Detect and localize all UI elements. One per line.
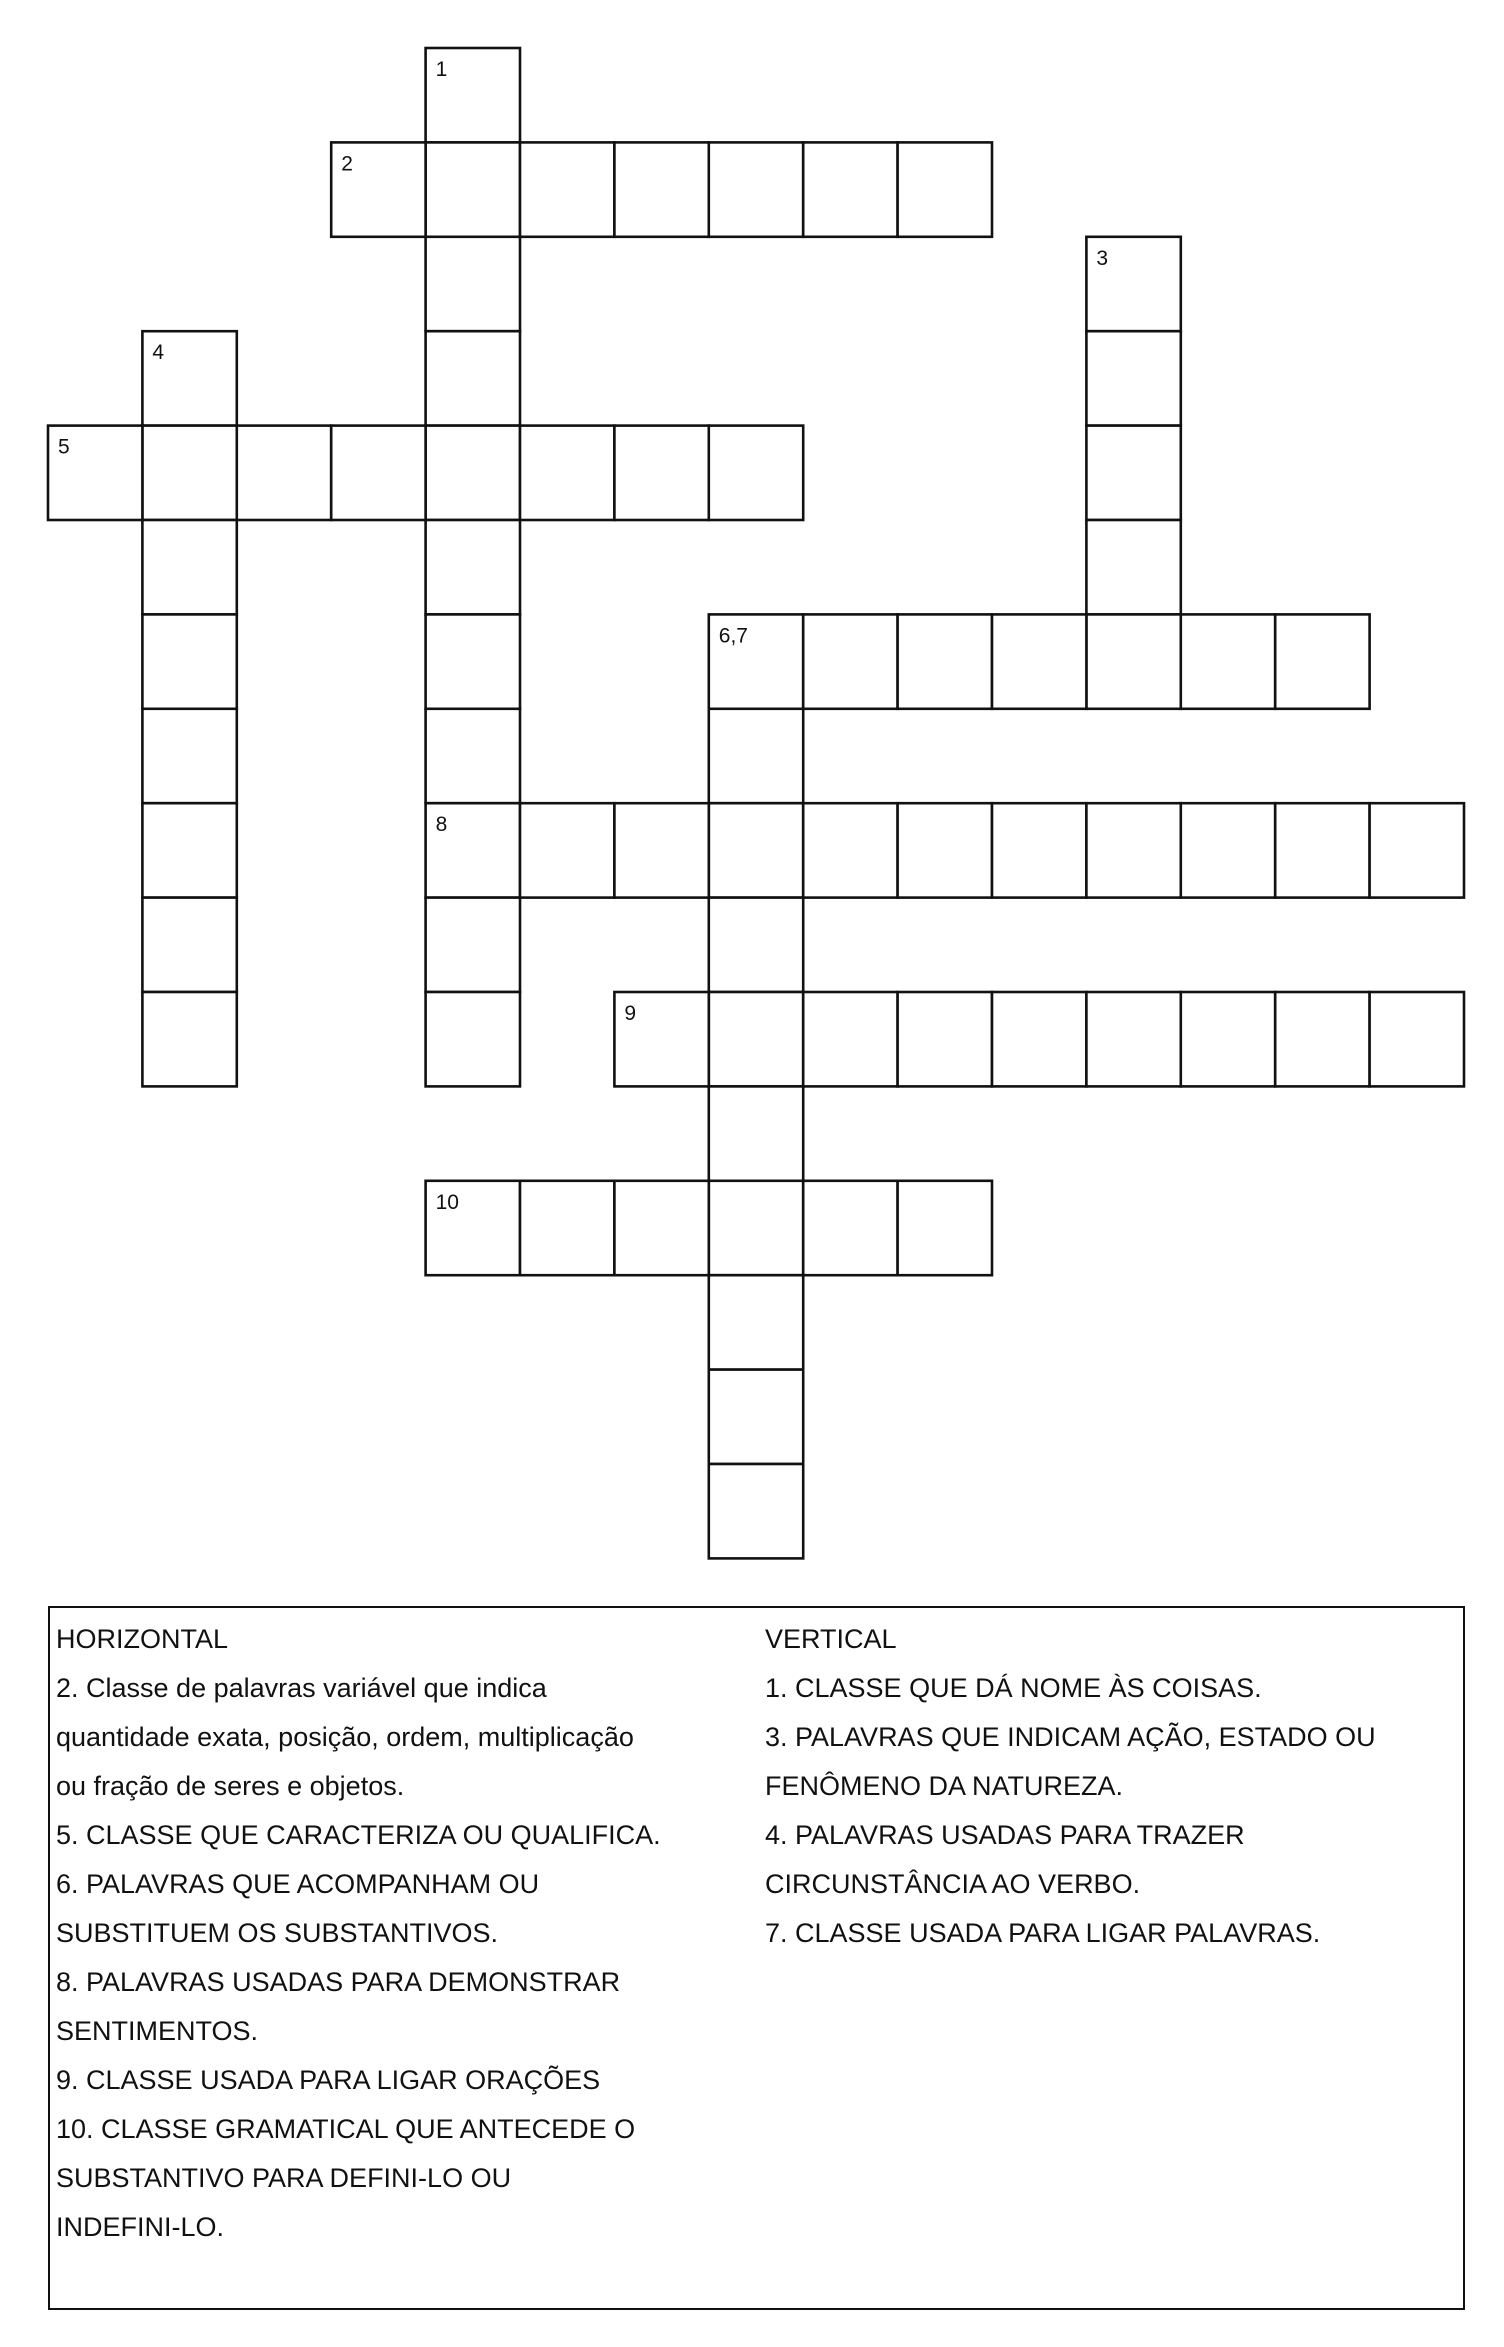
crossword-cell [1181, 992, 1275, 1086]
crossword-cell [898, 614, 992, 708]
crossword-cell [992, 803, 1086, 897]
crossword-cell [614, 142, 708, 236]
crossword-cell [614, 426, 708, 520]
crossword-cell [709, 992, 803, 1086]
crossword-cell [709, 1181, 803, 1275]
clue-number-label: 4 [152, 341, 165, 365]
clue-10-line-3: INDEFINI-LO. [56, 2212, 225, 2242]
crossword-cell [237, 426, 331, 520]
crossword-cell [1275, 803, 1369, 897]
crossword-cell [898, 1181, 992, 1275]
crossword-cell [992, 614, 1086, 708]
crossword-cell [614, 803, 708, 897]
crossword-cell [803, 803, 897, 897]
crossword-cell [520, 1181, 614, 1275]
clue-6-line-1: 6. PALAVRAS QUE ACOMPANHAM OU [56, 1869, 540, 1899]
crossword-cell [709, 426, 803, 520]
crossword-cell [426, 331, 520, 425]
clue-2-line-1: 2. Classe de palavras variável que indica [56, 1673, 547, 1703]
crossword-cell [1086, 803, 1180, 897]
crossword-cell [709, 1086, 803, 1180]
horizontal-clues [56, 1615, 756, 2252]
crossword-cell [898, 992, 992, 1086]
crossword-cell [1086, 614, 1180, 708]
crossword-cell [426, 992, 520, 1086]
clues-box [48, 1606, 1465, 2310]
clue-10-line-2: SUBSTANTIVO PARA DEFINI-LO OU [56, 2163, 512, 2193]
crossword-cell [1275, 992, 1369, 1086]
crossword-cell [803, 614, 897, 708]
crossword-cell [803, 992, 897, 1086]
crossword-cells [48, 48, 1464, 1558]
clue-7-line-1: 7. CLASSE USADA PARA LIGAR PALAVRAS. [765, 1918, 1321, 1948]
crossword-cell [520, 426, 614, 520]
crossword-cell [426, 142, 520, 236]
crossword-cell [426, 237, 520, 331]
crossword-cell [992, 992, 1086, 1086]
crossword-cell [142, 898, 236, 992]
crossword-cell [520, 803, 614, 897]
clue-number-label: 6,7 [718, 624, 749, 648]
crossword-cell [1275, 614, 1369, 708]
crossword-cell [426, 709, 520, 803]
crossword-cell [1181, 803, 1275, 897]
clue-number-label: 5 [58, 435, 70, 459]
clue-5-line-1: 5. CLASSE QUE CARACTERIZA OU QUALIFICA. [56, 1820, 661, 1850]
crossword-cell [142, 803, 236, 897]
crossword-cell [709, 803, 803, 897]
clue-8-line-2: SENTIMENTOS. [56, 2016, 259, 2046]
crossword-cell [709, 898, 803, 992]
crossword-cell [142, 614, 236, 708]
clue-2-line-3: ou fração de seres e objetos. [56, 1771, 405, 1801]
clue-8-line-1: 8. PALAVRAS USADAS PARA DEMONSTRAR [56, 1967, 621, 1997]
crossword-cell [1086, 331, 1180, 425]
crossword-cell [1086, 992, 1180, 1086]
clue-9-line-1: 9. CLASSE USADA PARA LIGAR ORAÇÕES [56, 2065, 601, 2095]
clue-10-line-1: 10. CLASSE GRAMATICAL QUE ANTECEDE O [56, 2114, 636, 2144]
crossword-cell [142, 709, 236, 803]
clue-3-line-1: 3. PALAVRAS QUE INDICAM AÇÃO, ESTADO OU [765, 1722, 1376, 1752]
crossword-cell [1086, 426, 1180, 520]
crossword-cell [709, 709, 803, 803]
crossword-cell [898, 803, 992, 897]
crossword-cell [426, 520, 520, 614]
crossword-cell [1370, 992, 1464, 1086]
clue-number-label: 2 [341, 152, 353, 176]
crossword-cell [331, 426, 425, 520]
clue-number-label: 8 [435, 813, 448, 837]
crossword-cell [803, 1181, 897, 1275]
clue-3-line-2: FENÔMENO DA NATUREZA. [765, 1771, 1124, 1801]
clue-4-line-1: 4. PALAVRAS USADAS PARA TRAZER [765, 1820, 1245, 1850]
clue-number-label: 3 [1096, 246, 1109, 270]
crossword-cell [898, 142, 992, 236]
clue-1-line-1: 1. CLASSE QUE DÁ NOME ÀS COISAS. [765, 1673, 1262, 1703]
crossword-cell [520, 142, 614, 236]
crossword-cell [1181, 614, 1275, 708]
crossword-cell [709, 1370, 803, 1464]
crossword-cell [709, 1275, 803, 1369]
crossword-cell [709, 142, 803, 236]
crossword-cell [142, 520, 236, 614]
clue-number-label: 1 [435, 58, 448, 81]
crossword-cell [709, 1464, 803, 1558]
clue-number-label: 9 [624, 1002, 637, 1025]
crossword-cell [426, 426, 520, 520]
vertical-heading: VERTICAL [765, 1624, 897, 1654]
clue-2-line-2: quantidade exata, posição, ordem, multiplicação [56, 1722, 634, 1752]
crossword-cell [426, 898, 520, 992]
clue-number-label: 10 [435, 1190, 459, 1214]
crossword-cell [426, 614, 520, 708]
crossword-cell [803, 142, 897, 236]
vertical-clues [765, 1615, 1455, 1958]
crossword-cell [1370, 803, 1464, 897]
crossword-cell [1086, 520, 1180, 614]
crossword-cell [142, 992, 236, 1086]
crossword-cell [142, 426, 236, 520]
horizontal-heading: HORIZONTAL [56, 1624, 229, 1654]
crossword-cell [614, 1181, 708, 1275]
clue-6-line-2: SUBSTITUEM OS SUBSTANTIVOS. [56, 1918, 499, 1948]
clue-4-line-2: CIRCUNSTÂNCIA AO VERBO. [765, 1869, 1141, 1899]
